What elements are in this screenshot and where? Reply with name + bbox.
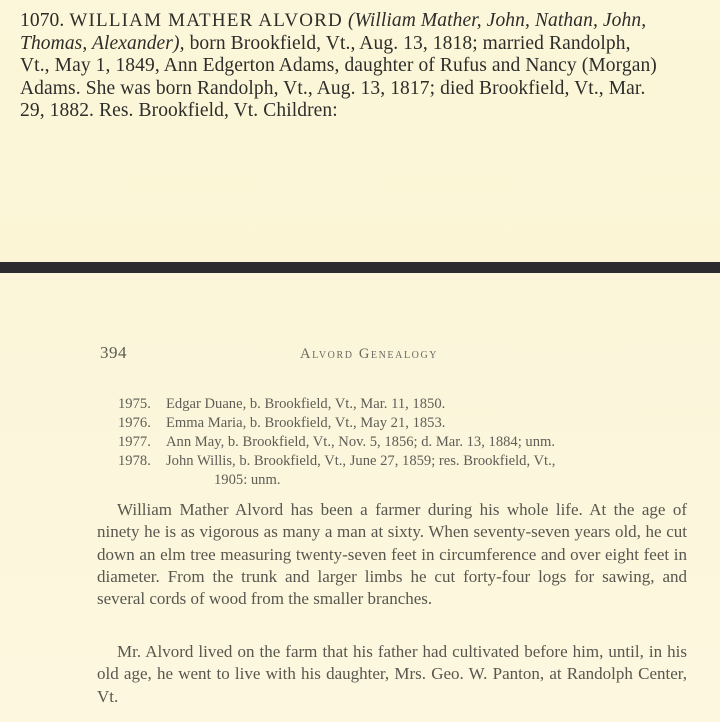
entry-number: 1070. <box>20 10 65 31</box>
child-text: Emma Maria, b. Brookfield, Vt., May 21, 1853. <box>166 415 446 431</box>
entry-lineage: (William Mather, John, Nathan, John, Thomas, Alexander), <box>20 10 647 54</box>
child-text: John Willis, b. Brookfield, Vt., June 27, 1859; res. Brookfield, Vt., <box>166 453 556 469</box>
entry-name: WILLIAM MATHER ALVORD <box>69 10 343 31</box>
previous-page-fragment <box>0 0 720 262</box>
child-number: 1977. <box>118 434 151 450</box>
genealogy-entry-1070 <box>20 10 660 123</box>
running-head: Alvord Genealogy <box>300 346 439 362</box>
child-entry-1978 <box>118 452 688 471</box>
page-separator-bar <box>0 262 720 273</box>
biography-paragraph-2: Mr. Alvord lived on the farm that his father had cultivated before him, until, in his old age, he went to live with his daughter, Mrs. Geo. W. Panton, at Randolph Center, Vt. <box>97 642 687 706</box>
child-entry-1977 <box>118 433 688 452</box>
children-list <box>118 395 688 490</box>
entry-text: born Brookfield, Vt., Aug. 13, 1818; married Randolph, Vt., May 1, 1849, Ann Edgerton Adams, daughter of Rufus and Nancy (Morgan) Adams. She was born Randolph, Vt., Aug. 13, 1817; died Brookfield, Vt., Mar. 29, 1882. Res. Brookfield, Vt. Children: <box>20 32 657 121</box>
child-entry-1976 <box>118 414 688 433</box>
child-number: 1976. <box>118 415 151 431</box>
child-entry-1978-continuation: 1905: unm. <box>214 472 281 488</box>
child-entry-1975 <box>118 395 688 414</box>
child-number: 1975. <box>118 396 151 412</box>
child-text: Edgar Duane, b. Brookfield, Vt., Mar. 11, 1850. <box>166 396 446 412</box>
biography-paragraph-1: William Mather Alvord has been a farmer during his whole life. At the age of ninety he is as vigorous as many a man at sixty. When seventy-seven years old, he cut down an elm tree measuring twenty-seven feet in circumference and over eight feet in diameter. From the trunk and larger limbs he cut forty-four logs for sawing, and several cords of wood from the smaller branches. <box>97 500 687 609</box>
child-text: Ann May, b. Brookfield, Vt., Nov. 5, 1856; d. Mar. 13, 1884; unm. <box>166 434 556 450</box>
page-number: 394 <box>100 343 127 362</box>
page-394 <box>0 273 720 722</box>
child-number: 1978. <box>118 453 151 469</box>
